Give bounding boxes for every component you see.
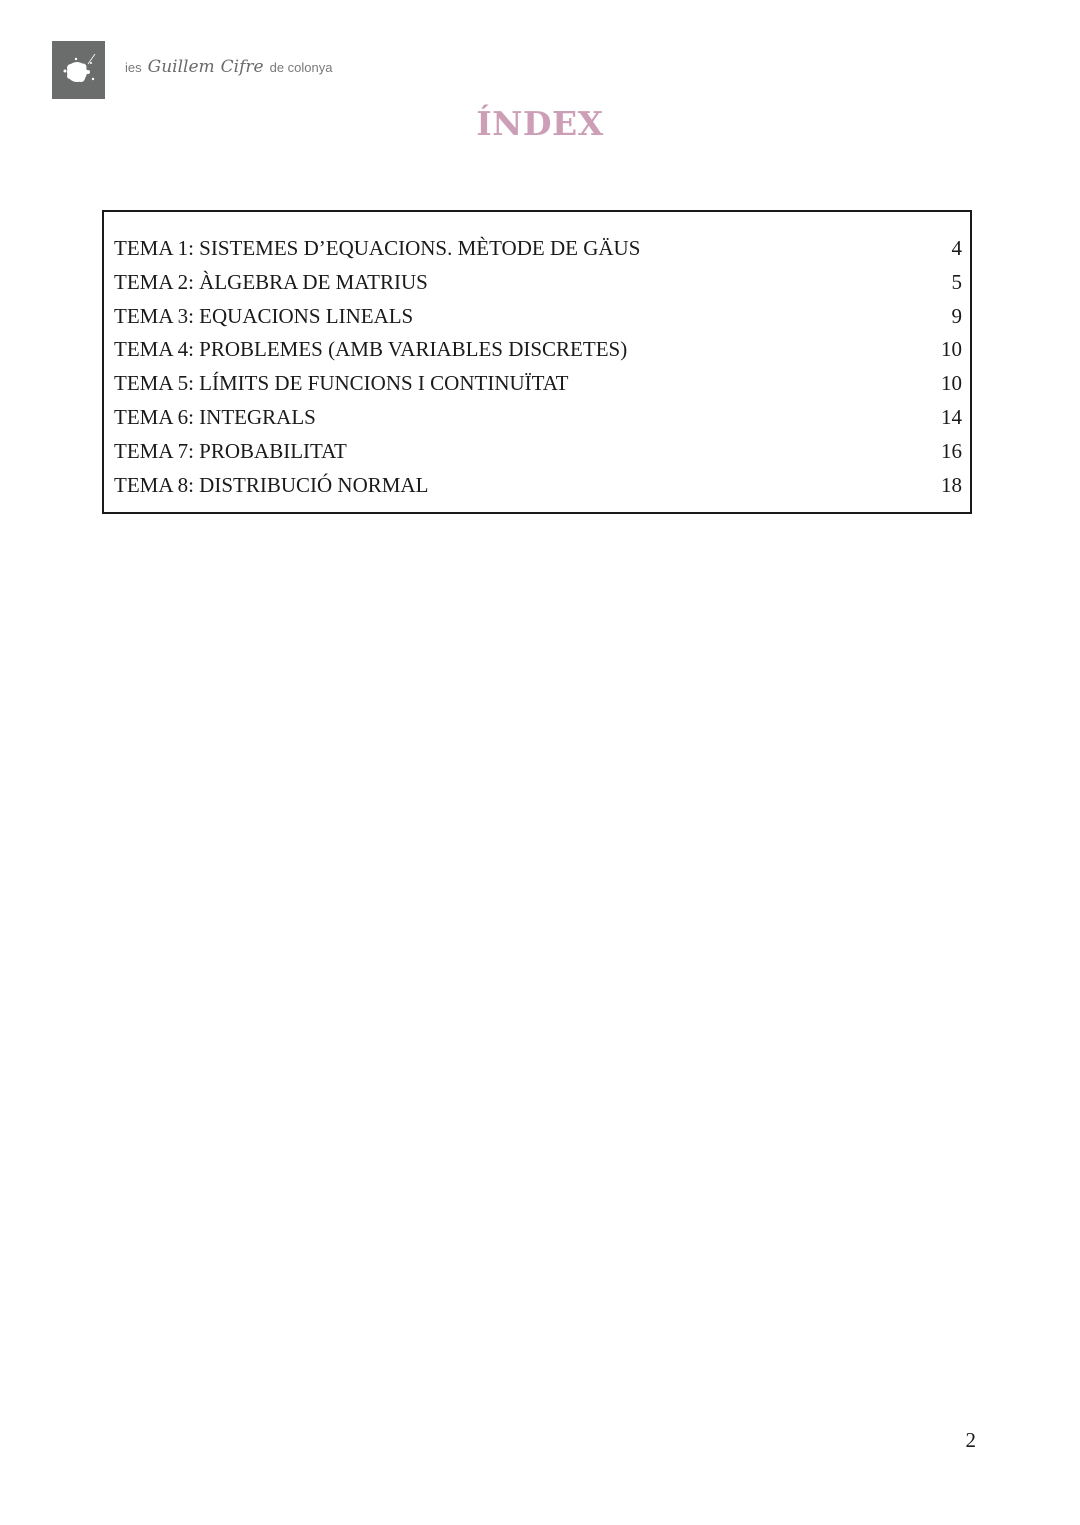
toc-item-page: 5 <box>951 269 962 294</box>
school-last-name: Cifre <box>220 57 264 77</box>
toc-item-label: TEMA 1: SISTEMES D’EQUACIONS. MÈTODE DE GÄUS <box>114 236 641 260</box>
toc-item <box>114 401 962 435</box>
school-first-name: Guillem <box>147 57 215 77</box>
toc-item-page: 10 <box>941 337 962 362</box>
toc-item-page: 9 <box>951 303 962 328</box>
toc-item-label: TEMA 3: EQUACIONS LINEALS <box>114 303 414 328</box>
school-logo <box>52 41 105 99</box>
toc-item-page: 18 <box>941 472 962 497</box>
toc-item-page: 16 <box>941 438 962 463</box>
page-title: ÍNDEX <box>476 104 604 143</box>
toc-item <box>114 435 962 469</box>
splash-icon <box>52 41 105 99</box>
page-number: 2 <box>965 1428 976 1452</box>
toc-item-label: TEMA 2: ÀLGEBRA DE MATRIUS <box>114 269 428 294</box>
toc-item-label: TEMA 5: LÍMITS DE FUNCIONS I CONTINUÏTAT <box>114 371 569 396</box>
toc-item-label: TEMA 4: PROBLEMES (AMB VARIABLES DISCRETES) <box>114 337 628 362</box>
table-of-contents <box>102 210 972 514</box>
toc-item-label: TEMA 7: PROBABILITAT <box>114 438 347 463</box>
toc-item <box>114 469 962 503</box>
toc-item-label: TEMA 6: INTEGRALS <box>114 404 316 429</box>
toc-item-page: 4 <box>951 236 962 260</box>
toc-item <box>114 266 962 300</box>
school-suffix: de colonya <box>269 60 333 75</box>
toc-item-label: TEMA 8: DISTRIBUCIÓ NORMAL <box>114 472 429 497</box>
school-header <box>52 41 332 99</box>
toc-list <box>114 232 962 502</box>
toc-item-page: 14 <box>941 404 962 429</box>
toc-item <box>114 300 962 334</box>
toc-item <box>114 232 962 266</box>
toc-item-page: 10 <box>941 371 962 396</box>
toc-item <box>114 333 962 367</box>
toc-item <box>114 367 962 401</box>
school-prefix: ies <box>125 60 142 75</box>
school-name <box>125 57 332 77</box>
